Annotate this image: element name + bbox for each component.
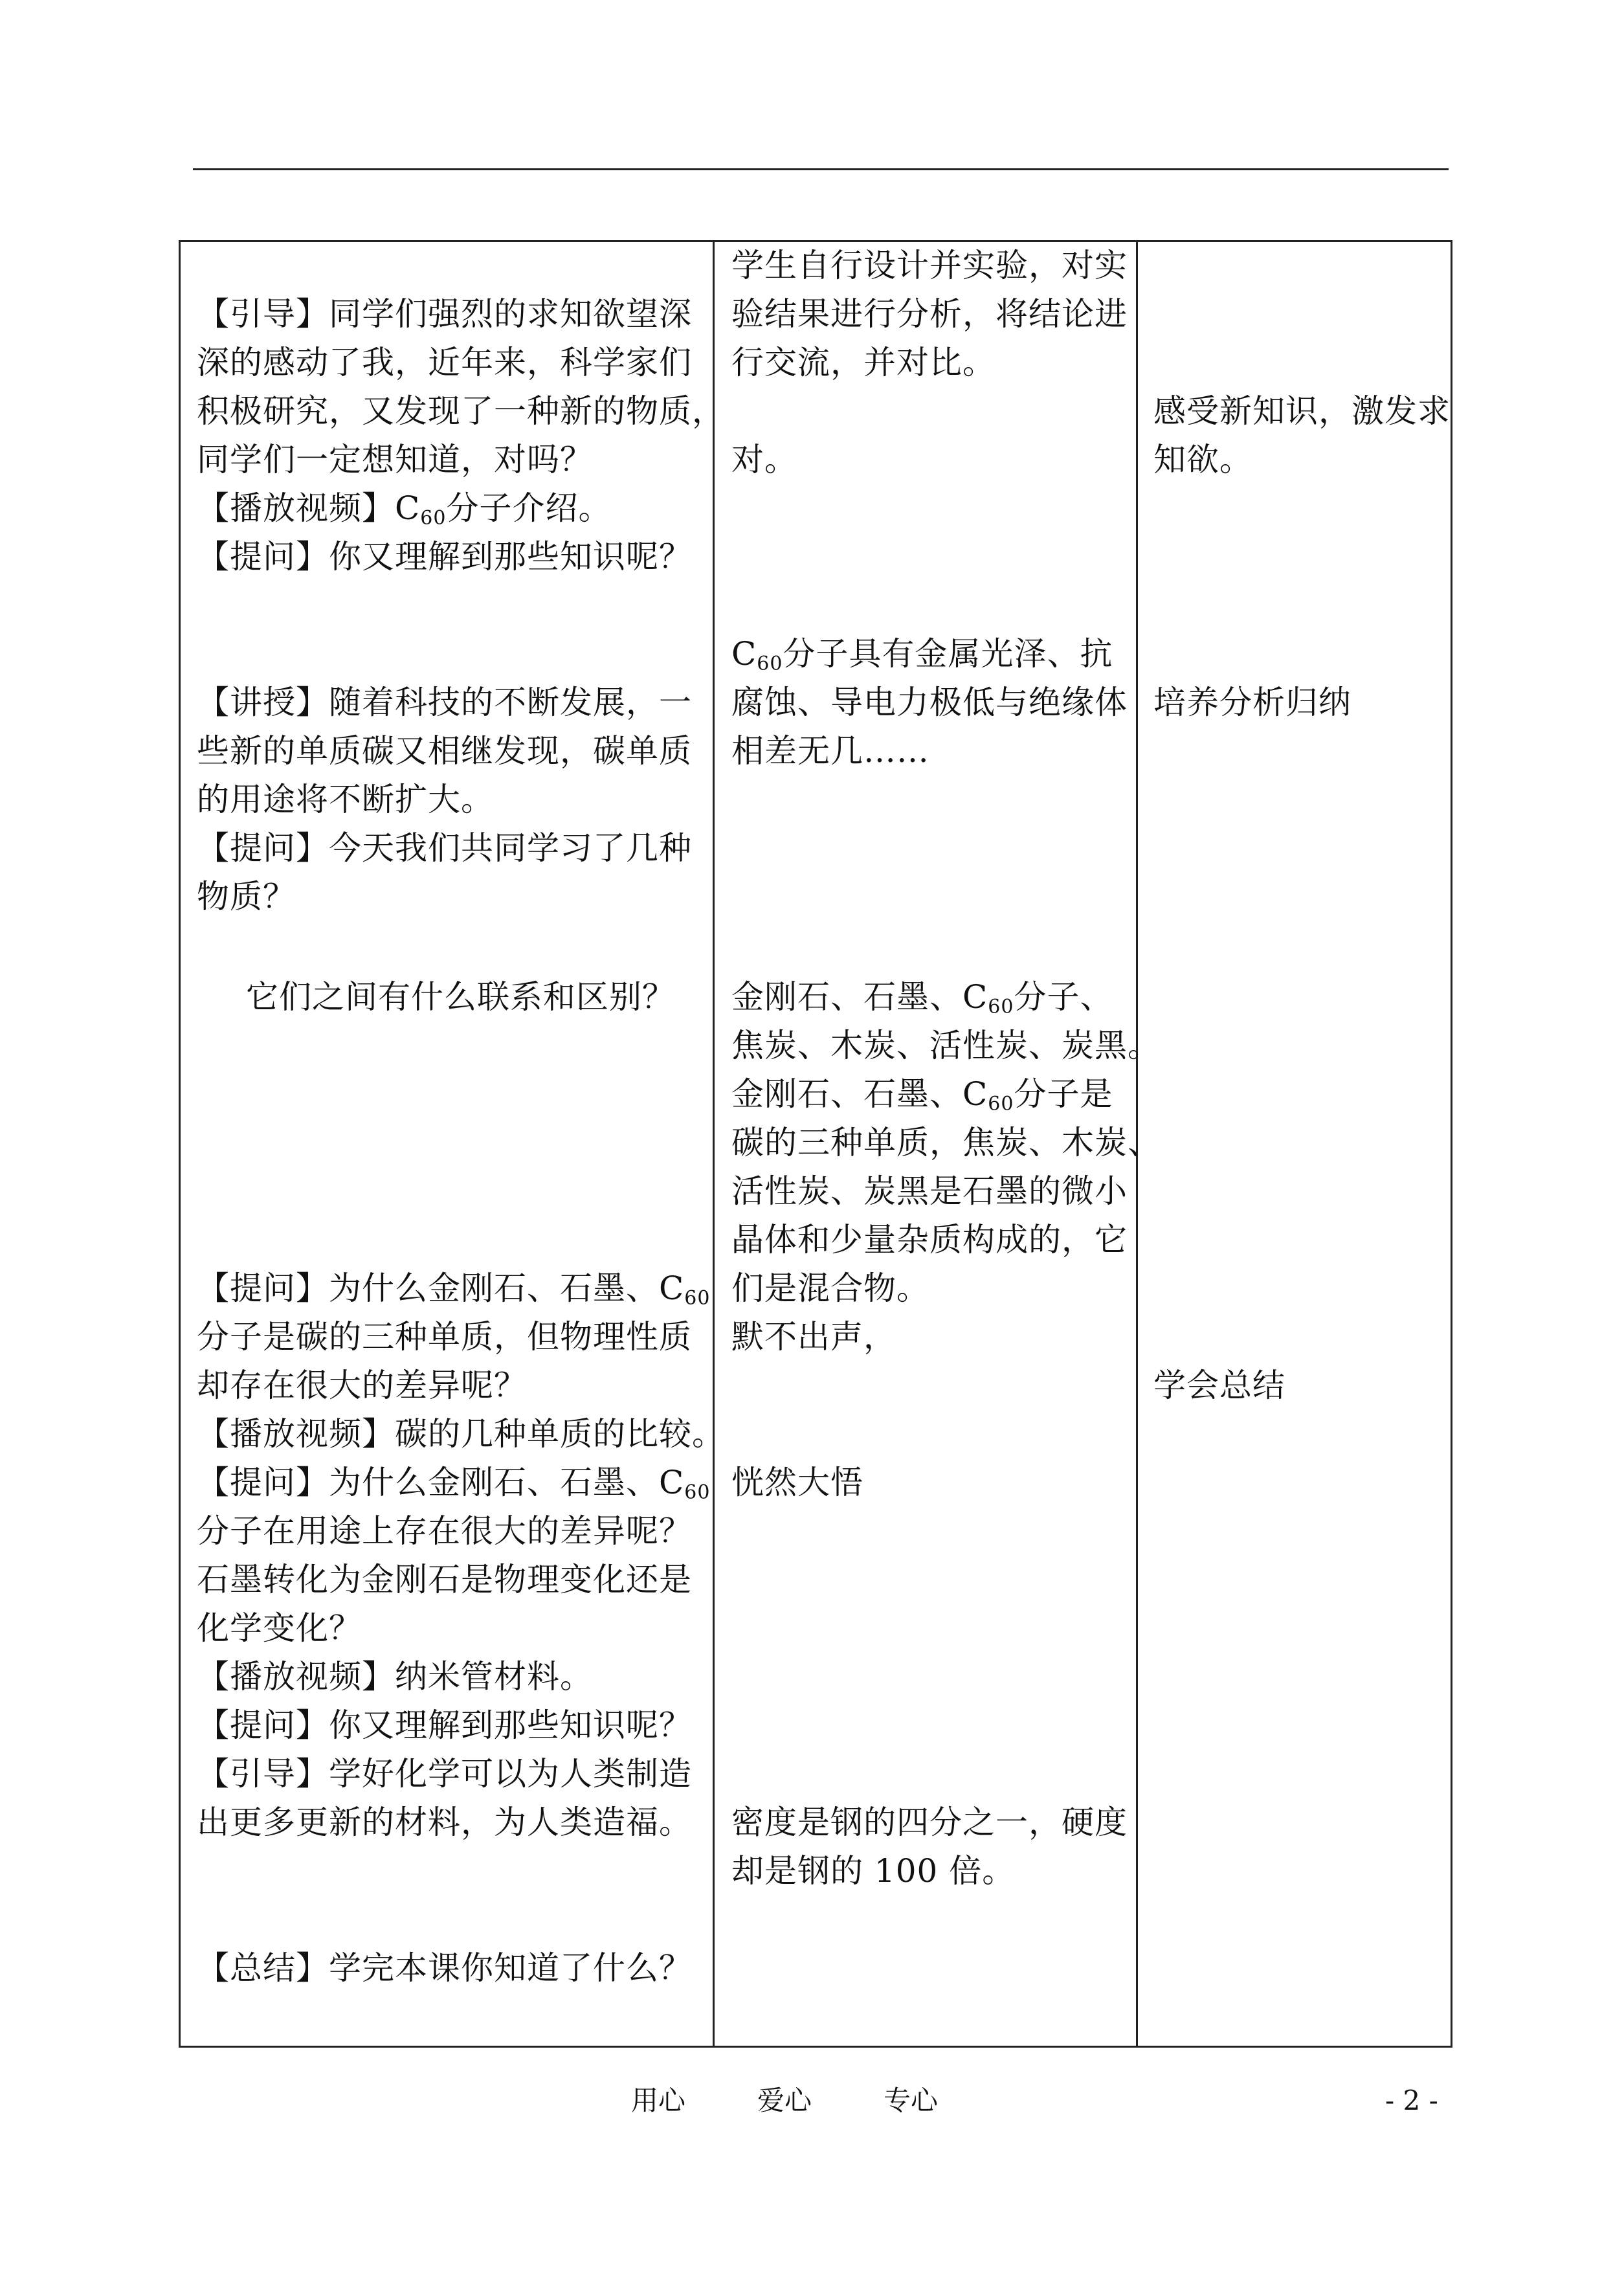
teacher-q3-line-7: 【引导】学好化学可以为人类制造 <box>197 1755 692 1793</box>
footer-word-2: 爱心 <box>757 2085 812 2116</box>
teacher-guide-line-2: 深的感动了我，近年来，科学家们 <box>197 344 692 381</box>
page-number: - 2 - <box>1385 2085 1438 2116</box>
teacher-guide-line-1: 【引导】同学们强烈的求知欲望深 <box>197 295 692 333</box>
column-divider-1 <box>713 240 715 2048</box>
header-rule <box>193 168 1449 170</box>
intent-line-1: 感受新知识，激发求 <box>1153 392 1451 430</box>
student-carbon-line-4: 碳的三种单质，焦炭、木炭、 <box>731 1124 1161 1161</box>
teacher-lecture-line-3: 的用途将不断扩大。 <box>197 781 494 818</box>
student-carbon-line-6: 晶体和少量杂质构成的，它 <box>731 1221 1128 1258</box>
student-c60-line-3: 相差无几…… <box>731 732 929 770</box>
teacher-q3-line-3: 石墨转化为金刚石是物理变化还是 <box>197 1561 692 1598</box>
footer-word-1: 用心 <box>631 2085 686 2116</box>
teacher-q3-line-6: 【提问】你又理解到那些知识呢？ <box>197 1706 692 1744</box>
teacher-summary-line: 【总结】学完本课你知道了什么？ <box>197 1949 692 1987</box>
student-carbon-line-3: 金刚石、石墨、$C_{60}$分子是 <box>731 1075 1113 1115</box>
teacher-q3-line-1: 【提问】为什么金刚石、石墨、$C_{60}$ <box>197 1464 711 1504</box>
teacher-q2-line-3: 却存在很大的差异呢？ <box>197 1367 527 1404</box>
intent-summary: 学会总结 <box>1153 1367 1285 1404</box>
teacher-q2-line-2: 分子是碳的三种单质，但物理性质 <box>197 1318 692 1356</box>
teacher-q3-line-4: 化学变化？ <box>197 1609 362 1647</box>
teacher-lecture-line-4: 【提问】今天我们共同学习了几种 <box>197 829 692 867</box>
teacher-guide-line-4: 同学们一定想知道，对吗？ <box>197 441 593 478</box>
teacher-q3-line-5: 【播放视频】纳米管材料。 <box>197 1658 593 1695</box>
intent-analysis: 培养分析归纳 <box>1153 684 1351 721</box>
student-density-line-1: 密度是钢的四分之一，硬度 <box>731 1804 1128 1841</box>
student-exp-line-1: 学生自行设计并实验，对实 <box>731 247 1128 284</box>
intent-line-2: 知欲。 <box>1153 441 1252 478</box>
student-exp-line-2: 验结果进行分析，将结论进 <box>731 295 1128 333</box>
student-density-line-2: 却是钢的 100 倍。 <box>731 1852 1016 1890</box>
student-carbon-line-7: 们是混合物。 <box>731 1270 929 1307</box>
teacher-diff-question: 它们之间有什么联系和区别？ <box>246 978 675 1016</box>
teacher-q3-line-8: 出更多更新的材料，为人类造福。 <box>197 1804 692 1841</box>
teacher-video-c60-line: 【播放视频】$C_{60}$分子介绍。 <box>197 489 612 530</box>
teacher-lecture-line-5: 物质？ <box>197 878 296 915</box>
student-carbon-line-1: 金刚石、石墨、$C_{60}$分子、 <box>731 978 1113 1018</box>
student-carbon-line-8: 默不出声， <box>731 1318 896 1356</box>
teacher-lecture-line-1: 【讲授】随着科技的不断发展，一 <box>197 684 692 721</box>
student-exp-line-3: 行交流，并对比。 <box>731 344 996 381</box>
teacher-guide-line-3: 积极研究，又发现了一种新的物质， <box>197 392 725 430</box>
footer-word-3: 专心 <box>884 2085 939 2116</box>
student-answer-yes: 对。 <box>731 441 797 478</box>
teacher-ask-line: 【提问】你又理解到那些知识呢？ <box>197 538 692 576</box>
teacher-q3-line-2: 分子在用途上存在很大的差异呢？ <box>197 1512 692 1550</box>
teacher-q2-line-4: 【播放视频】碳的几种单质的比较。 <box>197 1415 725 1453</box>
teacher-q2-line-1: 【提问】为什么金刚石、石墨、$C_{60}$ <box>197 1270 711 1310</box>
student-carbon-line-2: 焦炭、木炭、活性炭、炭黑。 <box>731 1027 1161 1064</box>
student-c60-line-1: $C_{60}$分子具有金属光泽、抗 <box>731 635 1113 675</box>
student-carbon-line-5: 活性炭、炭黑是石墨的微小 <box>731 1172 1128 1210</box>
teacher-lecture-line-2: 些新的单质碳又相继发现，碳单质 <box>197 732 692 770</box>
student-realize-line: 恍然大悟 <box>731 1464 863 1501</box>
student-c60-line-2: 腐蚀、导电力极低与绝缘体 <box>731 684 1128 721</box>
